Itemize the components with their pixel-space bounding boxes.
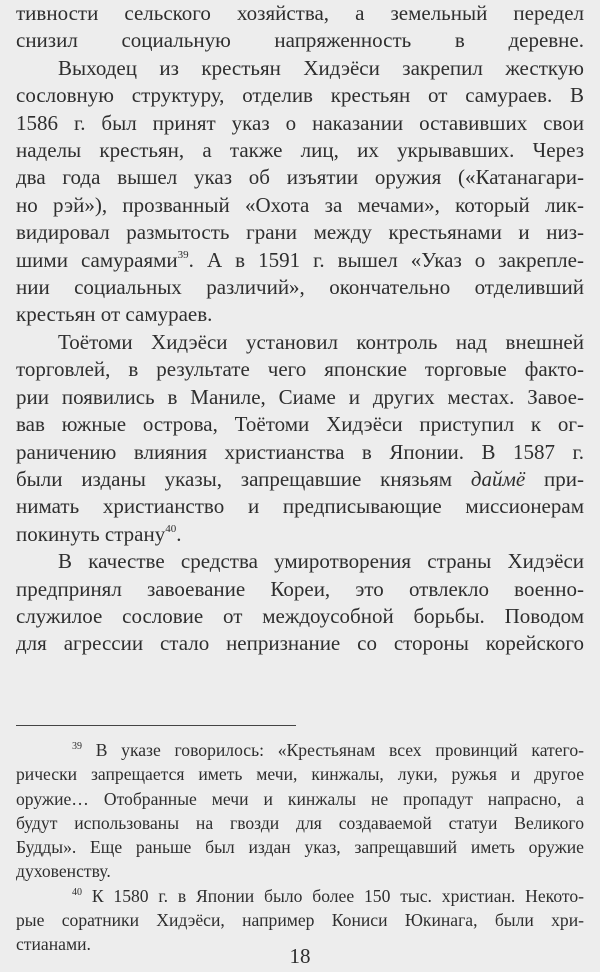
- body-line: [16, 521, 584, 548]
- body-line: наделы крестьян, а также лиц, их укрывавших. Через: [16, 138, 584, 163]
- text-run: при-: [525, 466, 584, 491]
- body-line: Тоётоми Хидэёси установил контроль над внешней: [58, 329, 584, 354]
- text-run: покинуть страну: [16, 521, 166, 546]
- body-line: [16, 247, 584, 274]
- body-paragraph: [16, 329, 584, 548]
- footnote-ref: 40: [165, 522, 177, 535]
- footnote-separator: [16, 725, 296, 726]
- italic-term: даймё: [470, 466, 526, 491]
- body-line: вав южные острова, Тоётоми Хидэёси приступил к ог-: [16, 412, 584, 437]
- body-paragraph: [16, 548, 584, 658]
- body-line: но рэй»), прозванный «Охота за мечами», который лик-: [16, 192, 584, 217]
- text-run: . А в 1591 г. вышел «Указ о закрепле-: [188, 247, 584, 272]
- footnote-line: будут использованы на гвозди для создаваемой статуи Великого: [16, 812, 584, 833]
- body-line: В качестве средства умиротворения страны Хидэёси: [58, 549, 584, 574]
- text-run: .: [176, 521, 182, 546]
- main-text: [16, 0, 584, 658]
- body-line: рии появились в Маниле, Сиаме и других местах. Завое-: [16, 384, 584, 409]
- body-paragraph: [16, 55, 584, 329]
- footnote-ref: 40: [72, 886, 82, 898]
- footnote-line: рые соратники Хидэёси, например Кониси Юкинага, были хри-: [16, 910, 584, 931]
- body-line: снизил социальную напряженность в деревне.: [16, 28, 584, 53]
- text-run: В указе говорилось: «Крестьянам всех провинций катего-: [82, 740, 584, 760]
- body-line: нии социальных различий», окончательно отделивший: [16, 275, 584, 300]
- footnote-line: рически запрещается иметь мечи, кинжалы, луки, ружья и другое: [16, 764, 584, 785]
- footnote-line: оружие… Отобранные мечи и кинжалы не пропадут напрасно, а: [16, 788, 584, 809]
- text-run: были изданы указы, запрещавшие князьям: [16, 466, 471, 491]
- body-line: предпринял завоевание Кореи, это отвлекло военно-: [16, 576, 584, 601]
- footnote-ref: 39: [72, 741, 82, 752]
- text-run: К 1580 г. в Японии было более 150 тыс. христиан. Некото-: [82, 885, 584, 906]
- text-run: шими самураями: [16, 247, 178, 272]
- body-line: крестьян от самураев.: [16, 302, 213, 327]
- body-line: раничению влияния христианства в Японии. В 1587 г.: [16, 439, 584, 464]
- body-line: [16, 466, 584, 493]
- footnote-line: [16, 738, 584, 762]
- body-line: торговлей, в результате чего японские торговые факто-: [16, 357, 584, 382]
- body-line: 1586 г. был принят указ о наказании оставивших свои: [16, 110, 584, 135]
- footnote-paragraph: [16, 738, 584, 884]
- page-number: 18: [289, 944, 311, 968]
- footnote-line: духовенству.: [16, 861, 111, 882]
- body-line: нимать христианство и предписывающие миссионерам: [16, 494, 584, 519]
- body-line: Выходец из крестьян Хидэёси закрепил жесткую: [58, 55, 584, 80]
- footnote-line: Будды». Еще раньше был издан указ, запрещавший иметь оружие: [16, 837, 584, 858]
- footnote-line: стианами.: [16, 934, 91, 955]
- body-paragraph: [16, 0, 584, 55]
- body-line: тивности сельского хозяйства, а земельный передел: [16, 1, 584, 25]
- body-line: для агрессии стало непризнание со стороны корейского: [16, 631, 584, 656]
- footnote-line: [16, 884, 584, 908]
- body-line: видировал размытость грани между крестьянами и низ-: [16, 220, 584, 245]
- body-line: два года вышел указ об изъятии оружия («Катанагари-: [16, 165, 584, 190]
- body-line: служилое сословие от междоусобной борьбы. Поводом: [16, 603, 584, 628]
- body-line: сословную структуру, отделив крестьян от самураев. В: [16, 83, 584, 108]
- footnotes: [16, 738, 584, 957]
- footnote-ref: 39: [177, 248, 189, 261]
